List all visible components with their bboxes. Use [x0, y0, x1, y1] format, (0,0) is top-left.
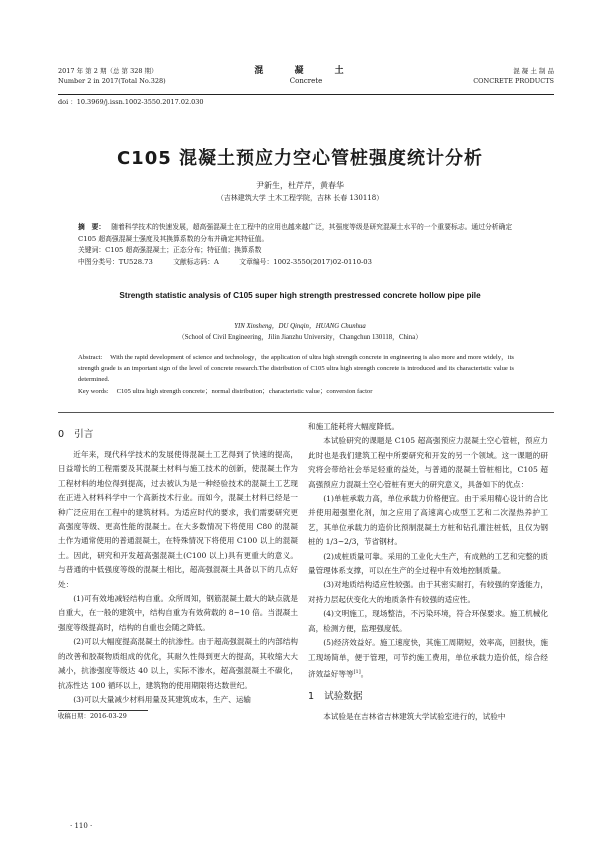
issue-cn: 2017 年 第 2 期（总 第 328 期） [58, 67, 158, 75]
page-number: · 110 · [70, 822, 93, 830]
issue-en: Number 2 in 2017(Total No.328) [58, 77, 166, 85]
section-title: 引言 [74, 429, 94, 440]
section-title: 试验数据 [324, 690, 363, 702]
author-list-en: YIN Xinsheng，DU Qinqin，HUANG Chunhua [234, 323, 366, 330]
doi: doi ：10.3969/j.issn.1002-3550.2017.02.030 [58, 98, 204, 106]
abstract-cn-label: 摘 要： [78, 223, 106, 231]
section-heading-data [308, 686, 548, 708]
abstract-cn-body [78, 222, 514, 245]
paragraph: 近年来，现代科学技术的发展使得混凝土工艺得到了快速的提高，日益增长的工程需要及其混凝土材料与施工技术的创新，使混凝土作为工程材料的地位得到提高，过去被认为是一种经验技术的混凝土工艺现在正进入材料科学中一个高新技术行业。而如今，混凝土材料已经是一种广泛应用在工程中的建筑材料。为适应时代的要求，我们需要研究更高强度等级、更高性能的混凝土。在大多数情况下将使用 C80 的混凝土作为通常使用的普通混凝土，在特殊情况下将使用 C100 以上的混凝土。因此，研究和开发超高强混凝土(C100 以上)具有更重大的意义。与普通的中低强度等级的混凝土相比，超高强混凝土具备以下的几点好处： [58, 450, 298, 589]
abstract-cn [78, 222, 514, 268]
journal-name-en: Concrete [289, 77, 323, 85]
paper-title-en: Strength statistic analysis of C105 super high strength prestressed concrete hollow pipe pile [119, 291, 481, 300]
paragraph: (2)可以大幅度提高混凝土的抗渗性。由于超高强混凝土的内部结构的改善和胶凝物质组成的优化，其耐久性得到更大的提高，其收缩大大减小，抗渗强度等级达 40 以上，实际不渗水，超高强混凝土不碳化，抗冻性达 100 循环以上，建筑物的使用期限将达数世纪。 [58, 637, 298, 690]
abstract-en [78, 352, 514, 397]
paragraph-text: (5)经济效益好。施工速度快，其施工周期短，效率高，回报快，施工现场简单，便于管理，可节约施工费用，单位承载力造价低，综合经济效益好等等 [308, 638, 548, 679]
paragraph: (3)可以大量减少材料用量及其建筑成本，生产、运输 [73, 694, 252, 704]
paragraph-end: 。 [360, 669, 369, 679]
category-en: CONCRETE PRODUCTS [473, 77, 554, 85]
abstract-en-label: Abstract: [78, 354, 103, 361]
keywords-en [78, 386, 514, 397]
category-cn: 混 凝 土 制 品 [513, 67, 554, 75]
author-affiliation-en: （School of Civil Engineering，Jilin Jianzhu University，Changchun 130118，China） [177, 334, 423, 341]
keywords-cn: 关键词：C105 超高强混凝土；正态分布；特征值；换算系数 [78, 246, 262, 254]
header-divider [58, 94, 554, 95]
paragraph: (2)成桩质量可靠。采用的工业化大生产，有成熟的工艺和完整的质量管理体系支撑，可以在生产的全过程中有效地控制质量。 [308, 551, 548, 576]
paper-title: C105 混凝土预应力空心管桩强度统计分析 [116, 148, 484, 169]
classification-info: 中图分类号：TU528.73 文献标志码：A 文章编号：1002-3550(2017)02-0110-03 [78, 257, 372, 266]
left-column [58, 420, 298, 721]
keywords-en-text: C105 ultra high strength concrete；normal distribution；characteristic value；conversion factor [116, 388, 373, 395]
right-column [308, 420, 548, 724]
paragraph: (3)对地质结构适应性较强。由于其密实耐打，有较强的穿透能力，对持力层起伏变化大的地质条件有较强的适应性。 [308, 580, 548, 604]
author-list: 尹新生，杜芹芹，黄春华 [256, 181, 344, 190]
paragraph: 和施工能耗将大幅度降低。 [308, 422, 400, 431]
journal-header [58, 66, 554, 94]
paragraph [308, 636, 548, 682]
keywords-en-label: Key words: [78, 388, 109, 395]
section-number: 0 [58, 429, 65, 440]
paragraph: (4)文明施工，现场整洁，不污染环境，符合环保要求。施工机械化高，检测方便，监理强度低。 [308, 609, 548, 633]
paragraph: 本试验是在吉林省吉林建筑大学试验室进行的，试验中 [323, 711, 506, 721]
received-date: 收稿日期：2016-03-29 [58, 712, 127, 721]
section-number: 1 [308, 690, 315, 702]
abstract-en-text: With the rapid development of science and technology，the application of ultra high strength concrete in engineering is also more and more widely，its strength grade is an important sign of the level of concrete research.The distribution of C105 ultra high strength concrete is introduced and its characteristic value is determined. [78, 354, 514, 383]
journal-category [473, 66, 554, 86]
citation-ref: [1] [353, 668, 361, 675]
abstract-cn-text: 随着科学技术的快速发展，超高强混凝土在工程中的应用也越来越广泛，其强度等级是研究混凝土水平的一个重要标志。通过分析确定 C105 超高强混凝土强度及其换算系数的分布并确定其特征值。 [78, 223, 513, 243]
paragraph: 本试验研究的课题是 C105 超高强预应力混凝土空心管桩，预应力此时也是我们建筑工程中所要研究和开发的另一个领域。这一课题的研究将会带给社会举足轻重的益处，与普通的混凝土管桩相比，C105 超高强预应力混凝土空心管桩有更大的研究意义，具备如下的优点： [308, 436, 548, 489]
abstract-divider [58, 412, 554, 413]
author-affiliation: （吉林建筑大学 土木工程学院，吉林 长春 130118） [216, 194, 384, 202]
paragraph: (1)可有效地减轻结构自重。众所周知，钢筋混凝土最大的缺点就是自重大，在一般的建筑中，结构自重为有效荷载的 8~10 倍。当混凝土强度等级提高时，结构的自重也会随之降低。 [58, 594, 298, 632]
paragraph: (1)单桩承载力高，单位承载力价格便宜。由于采用精心设计的合比并使用超强塑化剂，加之应用了高速离心成型工艺和二次湿热养护工艺，其单位承载力的造价比预制混凝土方桩和钻孔灌注桩低，且仅为钢桩的 1/3~2/3，节省钢材。 [308, 494, 548, 547]
abstract-en-body [78, 352, 514, 385]
section-heading-intro [58, 424, 298, 446]
journal-name-cn: 混 凝 土 [254, 66, 358, 76]
